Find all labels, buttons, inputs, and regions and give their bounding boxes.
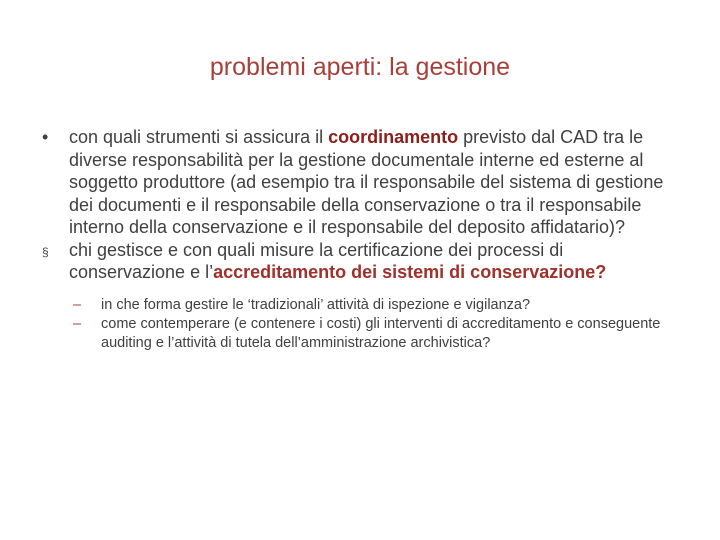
highlight-accreditamento: accreditamento dei sistemi di conservazione? <box>213 262 607 282</box>
bullet-list <box>42 126 672 353</box>
bullet-section-icon: § <box>42 244 49 259</box>
bullet-dot-icon: • <box>42 127 49 147</box>
bullet-text-start: chi gestisce e con quali misure la certificazione dei processi di conservazione e l’ <box>69 239 564 282</box>
bullet-text-end: previsto dal CAD tra le diverse responsabilità per la gestione documentale interne ed esterne al soggetto produttore (ad esempio tra il responsabile del sistema di gestione dei documenti e il responsabile della conservazione o tra il responsabile interno della conservazione e il responsabile del deposito affidatario)? <box>69 127 664 237</box>
bullet-item-accreditamento <box>42 239 672 353</box>
sub-bullet-text: come contemperare (e contenere i costi) gli interventi di accreditamento e conseguente auditing e l’attività di tutela dell’amministrazione archivistica? <box>101 315 661 351</box>
bullet-text-start: con quali strumenti si assicura il <box>69 127 329 147</box>
highlight-coordinamento: coordinamento <box>328 127 459 147</box>
sub-bullet-item <box>69 315 672 353</box>
sub-bullet-text: in che forma gestire le ‘tradizionali’ attività di ispezione e vigilanza? <box>101 296 531 313</box>
slide-title: problemi aperti: la gestione <box>209 53 511 81</box>
dash-icon: – <box>73 296 82 313</box>
sub-bullet-list <box>69 296 672 353</box>
dash-icon: – <box>73 315 82 332</box>
sub-bullet-item <box>69 296 672 315</box>
bullet-item-coordinamento <box>42 126 672 239</box>
